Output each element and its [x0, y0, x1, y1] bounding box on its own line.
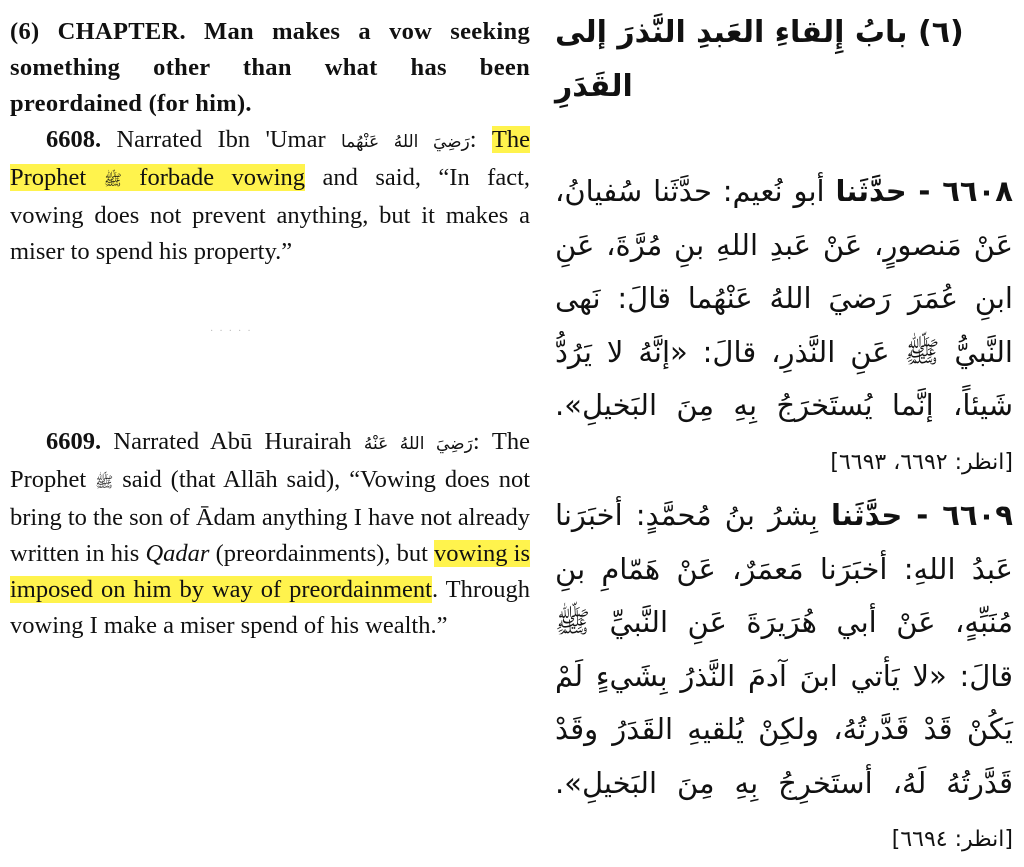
arabic-column — [555, 6, 1013, 867]
hadith-text-c: (preordainments), but — [215, 540, 428, 567]
qadar-term: Qadar — [145, 540, 210, 567]
hadith-6608-arabic — [555, 165, 1013, 489]
arabic-reference: [انظر: ٦٦٩٤] — [891, 827, 1013, 852]
arabic-hadith-text: أبو نُعيم: حدَّثَنا سُفيانُ، عَنْ مَنصورٍ، عَنْ عَبدِ اللهِ بنِ مُرَّةَ، عَنِ ابنِ عُمَرَ رَضيَ اللهُ عَنْهُما قالَ: نَهى النَّبيُّ ﷺ عَنِ النَّذرِ، قالَ: «إنَّهُ لا يَرُدُّ شَيئاً، إنَّما يُستَخرَجُ بِهِ مِنَ البَخيلِ». — [555, 174, 1013, 422]
highlight: vowing is imposed on him by way of preordainment — [10, 540, 531, 603]
arabic-hadith-text: بِشرُ بنُ مُحمَّدٍ: أخبَرَنا عَبدُ اللهِ: أخبَرَنا مَعمَرٌ، عَنْ هَمّامِ بنِ مُنَبِّهٍ، عَنْ أبي هُرَيرَةَ عَنِ النَّبيِّ ﷺ قالَ: «لا يَأتي ابنَ آدمَ النَّذرُ بِشَيءٍ لَمْ يَكُنْ قَدْ قَدَّرتُهُ، ولكِنْ يُلقيهِ القَدَرُ وقَدْ قَدَّرتُهُ لَهُ، أستَخرِجُ بِهِ مِنَ البَخيلِ». — [555, 498, 1013, 800]
scan-dots: ····· — [210, 326, 257, 337]
arabic-hadith-lead: ٦٦٠٨ - حدَّثَنا — [835, 174, 1014, 208]
english-column — [10, 14, 530, 644]
hadith-number: 6608. — [46, 126, 102, 153]
colon: : — [469, 126, 477, 153]
hadith-6609-arabic — [555, 489, 1013, 867]
salla-icon: ﷺ — [95, 473, 114, 491]
hadith-number: 6609. — [46, 428, 102, 455]
hadith-text-d: . Through vowing I make a miser spend of his wealth.” — [10, 576, 530, 639]
colon: : — [472, 428, 480, 455]
arabic-hadith-lead: ٦٦٠٩ - حدَّثَنا — [831, 498, 1013, 532]
narrator: Narrated Ibn 'Umar — [116, 126, 326, 153]
narrator: Narrated Abū Hurairah — [113, 428, 352, 455]
hadith-text-a: The Prophet — [10, 428, 530, 493]
salla-icon: ﷺ — [103, 171, 122, 189]
honorific: رَضِيَ اللهُ عَنْهُما — [340, 132, 470, 152]
arabic-reference: [انظر: ٦٦٩٢، ٦٦٩٣] — [830, 449, 1013, 475]
hadith-text-b: said (that Allāh said), “Vowing does not bring to the son of Ādam anything I have not already written in his — [10, 466, 530, 567]
hadith-6609-english — [10, 424, 530, 644]
hadith-text: and said, “In fact, vowing does not prevent anything, but it makes a miser to spend his property.” — [10, 164, 531, 265]
hadith-6608-english — [10, 122, 530, 270]
highlight-text-b: forbade vowing — [139, 164, 306, 191]
chapter-heading: (6) CHAPTER. Man makes a vow seeking something other than what has been preordained (for him). — [10, 18, 530, 117]
spacer — [10, 270, 530, 424]
honorific: رَضِيَ اللهُ عَنْهُ — [363, 434, 473, 454]
spacer — [555, 113, 1013, 165]
arabic-chapter-heading: (٦) بابُ إِلقاءِ العَبدِ النَّذرَ إلى القَدَرِ — [555, 15, 964, 104]
highlight-text-a: The Prophet — [10, 126, 531, 191]
